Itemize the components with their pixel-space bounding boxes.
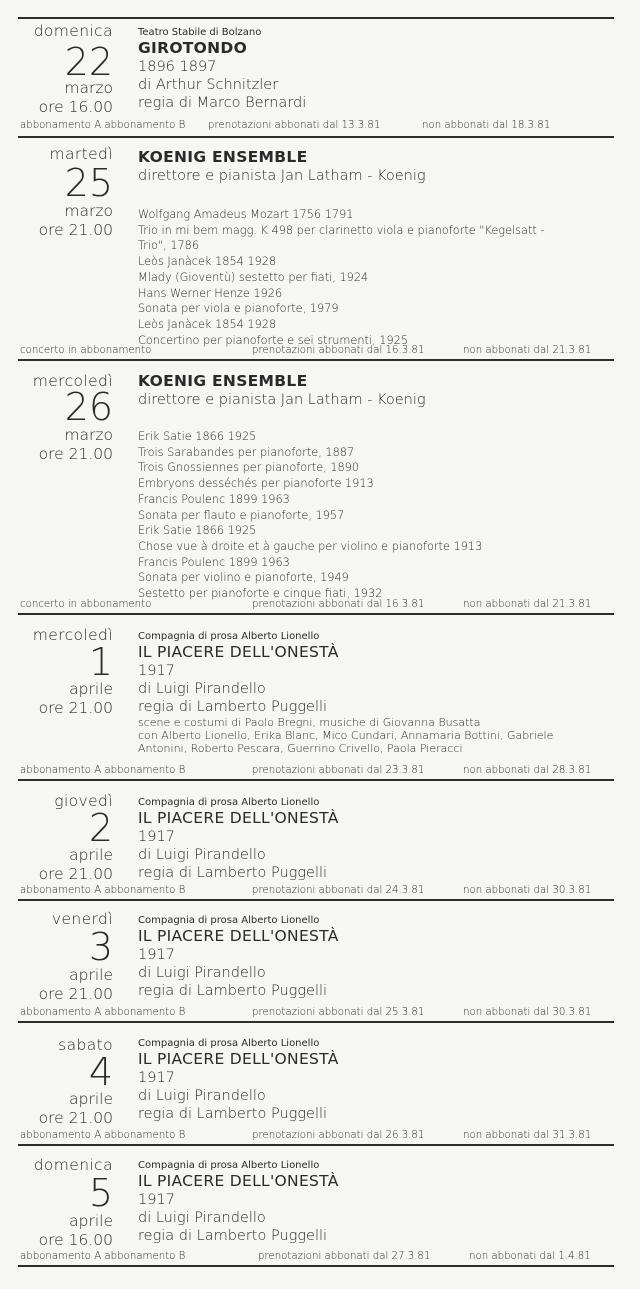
footer-booking-members: prenotazioni abbonati dal 24.3.81 bbox=[252, 885, 425, 896]
footer-left: abbonamento A abbonamento B bbox=[20, 1130, 186, 1141]
day-name: domenica bbox=[33, 1156, 113, 1174]
event-details bbox=[138, 630, 614, 755]
program-line: Concertino per pianoforte e sei strumenti, 1925 bbox=[138, 333, 408, 347]
start-time: ore 21.00 bbox=[38, 221, 113, 239]
detail-line: 1917 bbox=[138, 1192, 175, 1208]
company-line: Compagnia di prosa Alberto Lionello bbox=[138, 631, 320, 642]
detail-line: di Luigi Pirandello bbox=[138, 965, 266, 981]
program-line: Sonata per viola e pianoforte, 1979 bbox=[138, 302, 339, 316]
month: aprile bbox=[69, 680, 113, 698]
detail-line: regia di Lamberto Puggelli bbox=[138, 983, 328, 999]
footer-booking-members: prenotazioni abbonati dal 16.3.81 bbox=[252, 345, 425, 356]
event-0 bbox=[18, 22, 614, 140]
day-number: 26 bbox=[64, 385, 113, 429]
start-time: ore 21.00 bbox=[38, 1109, 113, 1127]
event-details bbox=[138, 372, 614, 409]
footer-left: concerto in abbonamento bbox=[20, 599, 152, 610]
program-line: Leòs Janàcek 1854 1928 bbox=[138, 317, 277, 331]
month: marzo bbox=[64, 426, 113, 444]
footer-left: concerto in abbonamento bbox=[20, 345, 152, 356]
day-name: venerdì bbox=[51, 910, 113, 928]
detail-line: regia di Marco Bernardi bbox=[138, 95, 307, 111]
day-number: 5 bbox=[88, 1171, 113, 1215]
footer-left: abbonamento A abbonamento B bbox=[20, 1007, 186, 1018]
detail-line: regia di Lamberto Puggelli bbox=[138, 699, 328, 715]
company-line: Compagnia di prosa Alberto Lionello bbox=[138, 1038, 320, 1049]
footer-booking-members: prenotazioni abbonati dal 25.3.81 bbox=[252, 1007, 425, 1018]
footer-booking-public: non abbonati dal 30.3.81 bbox=[463, 1007, 592, 1018]
day-name: domenica bbox=[33, 22, 113, 40]
program-line: Wolfgang Amadeus Mozart 1756 1791 bbox=[138, 208, 354, 221]
footer-booking-members: prenotazioni abbonati dal 23.3.81 bbox=[252, 765, 425, 776]
program-line: Sestetto per pianoforte e cinque fiati, 1932 bbox=[138, 587, 383, 601]
event-title: IL PIACERE DELL'ONESTÀ bbox=[138, 643, 339, 661]
start-time: ore 21.00 bbox=[38, 865, 113, 883]
program-line: Trio", 1786 bbox=[138, 239, 200, 253]
program-list bbox=[138, 207, 614, 348]
day-name: giovedì bbox=[54, 792, 113, 810]
company-line: Teatro Stabile di Bolzano bbox=[138, 27, 262, 38]
day-name: mercoledì bbox=[32, 372, 113, 390]
footer-left: abbonamento A abbonamento B bbox=[20, 885, 186, 896]
day-number: 3 bbox=[88, 925, 113, 969]
event-title: GIROTONDO bbox=[138, 39, 248, 57]
program-line: Erik Satie 1866 1925 bbox=[138, 430, 257, 443]
event-title: KOENIG ENSEMBLE bbox=[138, 372, 308, 390]
notes-line: con Alberto Lionello, Erika Blanc, Mico Cundari, Annamaria Bottini, Gabriele bbox=[138, 729, 554, 742]
program-line: Sonata per violino e pianoforte, 1949 bbox=[138, 571, 349, 585]
month: aprile bbox=[69, 1212, 113, 1230]
top-rule bbox=[18, 17, 614, 19]
event-details bbox=[138, 1159, 614, 1245]
month: marzo bbox=[64, 79, 113, 97]
section-rule bbox=[18, 779, 614, 781]
company-line: Compagnia di prosa Alberto Lionello bbox=[138, 1160, 320, 1171]
program-line: Embryons desséchés per pianoforte 1913 bbox=[138, 477, 374, 491]
event-subtitle: direttore e pianista Jan Latham - Koenig bbox=[138, 168, 426, 184]
program-line: Chose vue à droite et à gauche per violino e pianoforte 1913 bbox=[138, 539, 483, 553]
detail-line: 1896 1897 bbox=[138, 59, 217, 75]
footer-booking-public: non abbonati dal 21.3.81 bbox=[463, 599, 592, 610]
footer-booking-members: prenotazioni abbonati dal 13.3.81 bbox=[208, 120, 381, 131]
footer-booking-public: non abbonati dal 30.3.81 bbox=[463, 885, 592, 896]
program-line: Trois Sarabandes per pianoforte, 1887 bbox=[138, 445, 355, 459]
detail-line: di Luigi Pirandello bbox=[138, 681, 266, 697]
event-title: KOENIG ENSEMBLE bbox=[138, 148, 308, 166]
event-1 bbox=[18, 140, 614, 362]
program-line: Sonata per flauto e pianoforte, 1957 bbox=[138, 508, 345, 522]
month: aprile bbox=[69, 966, 113, 984]
start-time: ore 21.00 bbox=[38, 699, 113, 717]
day-name: martedì bbox=[49, 145, 113, 163]
event-details bbox=[138, 914, 614, 1000]
start-time: ore 21.00 bbox=[38, 985, 113, 1003]
event-title: IL PIACERE DELL'ONESTÀ bbox=[138, 1050, 339, 1068]
detail-line: di Luigi Pirandello bbox=[138, 1088, 266, 1104]
start-time: ore 16.00 bbox=[38, 1231, 113, 1249]
event-2 bbox=[18, 362, 614, 616]
footer-left: abbonamento A abbonamento B bbox=[20, 765, 186, 776]
company-line: Compagnia di prosa Alberto Lionello bbox=[138, 915, 320, 926]
detail-line: di Arthur Schnitzler bbox=[138, 77, 279, 93]
detail-line: di Luigi Pirandello bbox=[138, 1210, 266, 1226]
start-time: ore 21.00 bbox=[38, 445, 113, 463]
event-4 bbox=[18, 782, 614, 902]
detail-line: regia di Lamberto Puggelli bbox=[138, 1106, 328, 1122]
section-rule bbox=[18, 899, 614, 901]
month: marzo bbox=[64, 202, 113, 220]
program-line: Leòs Janàcek 1854 1928 bbox=[138, 255, 277, 269]
detail-line: 1917 bbox=[138, 1070, 175, 1086]
detail-line: 1917 bbox=[138, 947, 175, 963]
footer-booking-public: non abbonati dal 31.3.81 bbox=[463, 1130, 592, 1141]
program-line: Mlady (Gioventù) sestetto per fiati, 1924 bbox=[138, 270, 369, 284]
event-details bbox=[138, 796, 614, 882]
day-number: 1 bbox=[88, 640, 113, 684]
footer-booking-public: non abbonati dal 21.3.81 bbox=[463, 345, 592, 356]
event-title: IL PIACERE DELL'ONESTÀ bbox=[138, 927, 339, 945]
notes-line: Antonini, Roberto Pescara, Guerrino Crivello, Paola Pieracci bbox=[138, 742, 463, 755]
program-line: Hans Werner Henze 1926 bbox=[138, 286, 283, 300]
program-line: Trois Gnossiennes per pianoforte, 1890 bbox=[138, 461, 360, 475]
day-name: sabato bbox=[58, 1036, 113, 1054]
detail-line: di Luigi Pirandello bbox=[138, 847, 266, 863]
program-line: Trio in mi bem magg. K 498 per clarinetto viola e pianoforte "Kegelsatt - bbox=[138, 223, 545, 237]
footer-booking-public: non abbonati dal 1.4.81 bbox=[469, 1251, 591, 1262]
detail-line: regia di Lamberto Puggelli bbox=[138, 1228, 328, 1244]
footer-booking-members: prenotazioni abbonati dal 16.3.81 bbox=[252, 599, 425, 610]
start-time: ore 16.00 bbox=[38, 98, 113, 116]
day-number: 2 bbox=[88, 806, 113, 850]
event-6 bbox=[18, 1024, 614, 1146]
event-7 bbox=[18, 1146, 614, 1276]
section-rule bbox=[18, 1265, 614, 1267]
footer-left: abbonamento A abbonamento B bbox=[20, 1251, 186, 1262]
program-line: Erik Satie 1866 1925 bbox=[138, 524, 257, 538]
footer-booking-public: non abbonati dal 18.3.81 bbox=[422, 120, 551, 131]
section-rule bbox=[18, 1021, 614, 1023]
event-5 bbox=[18, 902, 614, 1024]
day-name: mercoledì bbox=[32, 626, 113, 644]
event-details bbox=[138, 26, 614, 112]
notes-line: scene e costumi di Paolo Bregni, musiche di Giovanna Busatta bbox=[138, 716, 481, 729]
event-3 bbox=[18, 616, 614, 782]
footer-booking-members: prenotazioni abbonati dal 26.3.81 bbox=[252, 1130, 425, 1141]
detail-line: 1917 bbox=[138, 663, 175, 679]
day-number: 4 bbox=[88, 1050, 113, 1094]
event-subtitle: direttore e pianista Jan Latham - Koenig bbox=[138, 392, 426, 408]
section-rule bbox=[18, 136, 614, 138]
day-number: 25 bbox=[64, 161, 113, 205]
month: aprile bbox=[69, 846, 113, 864]
section-rule bbox=[18, 613, 614, 615]
detail-line: regia di Lamberto Puggelli bbox=[138, 865, 328, 881]
day-number: 22 bbox=[64, 40, 113, 84]
footer-booking-public: non abbonati dal 28.3.81 bbox=[463, 765, 592, 776]
program-line: Francis Poulenc 1899 1963 bbox=[138, 555, 290, 569]
event-title: IL PIACERE DELL'ONESTÀ bbox=[138, 809, 339, 827]
event-details bbox=[138, 148, 614, 185]
event-title: IL PIACERE DELL'ONESTÀ bbox=[138, 1172, 339, 1190]
company-line: Compagnia di prosa Alberto Lionello bbox=[138, 797, 320, 808]
footer-left: abbonamento A abbonamento B bbox=[20, 120, 186, 131]
program-list bbox=[138, 429, 614, 602]
section-rule bbox=[18, 359, 614, 361]
footer-booking-members: prenotazioni abbonati dal 27.3.81 bbox=[258, 1251, 431, 1262]
month: aprile bbox=[69, 1090, 113, 1108]
event-details bbox=[138, 1037, 614, 1123]
program-line: Francis Poulenc 1899 1963 bbox=[138, 492, 290, 506]
detail-line: 1917 bbox=[138, 829, 175, 845]
